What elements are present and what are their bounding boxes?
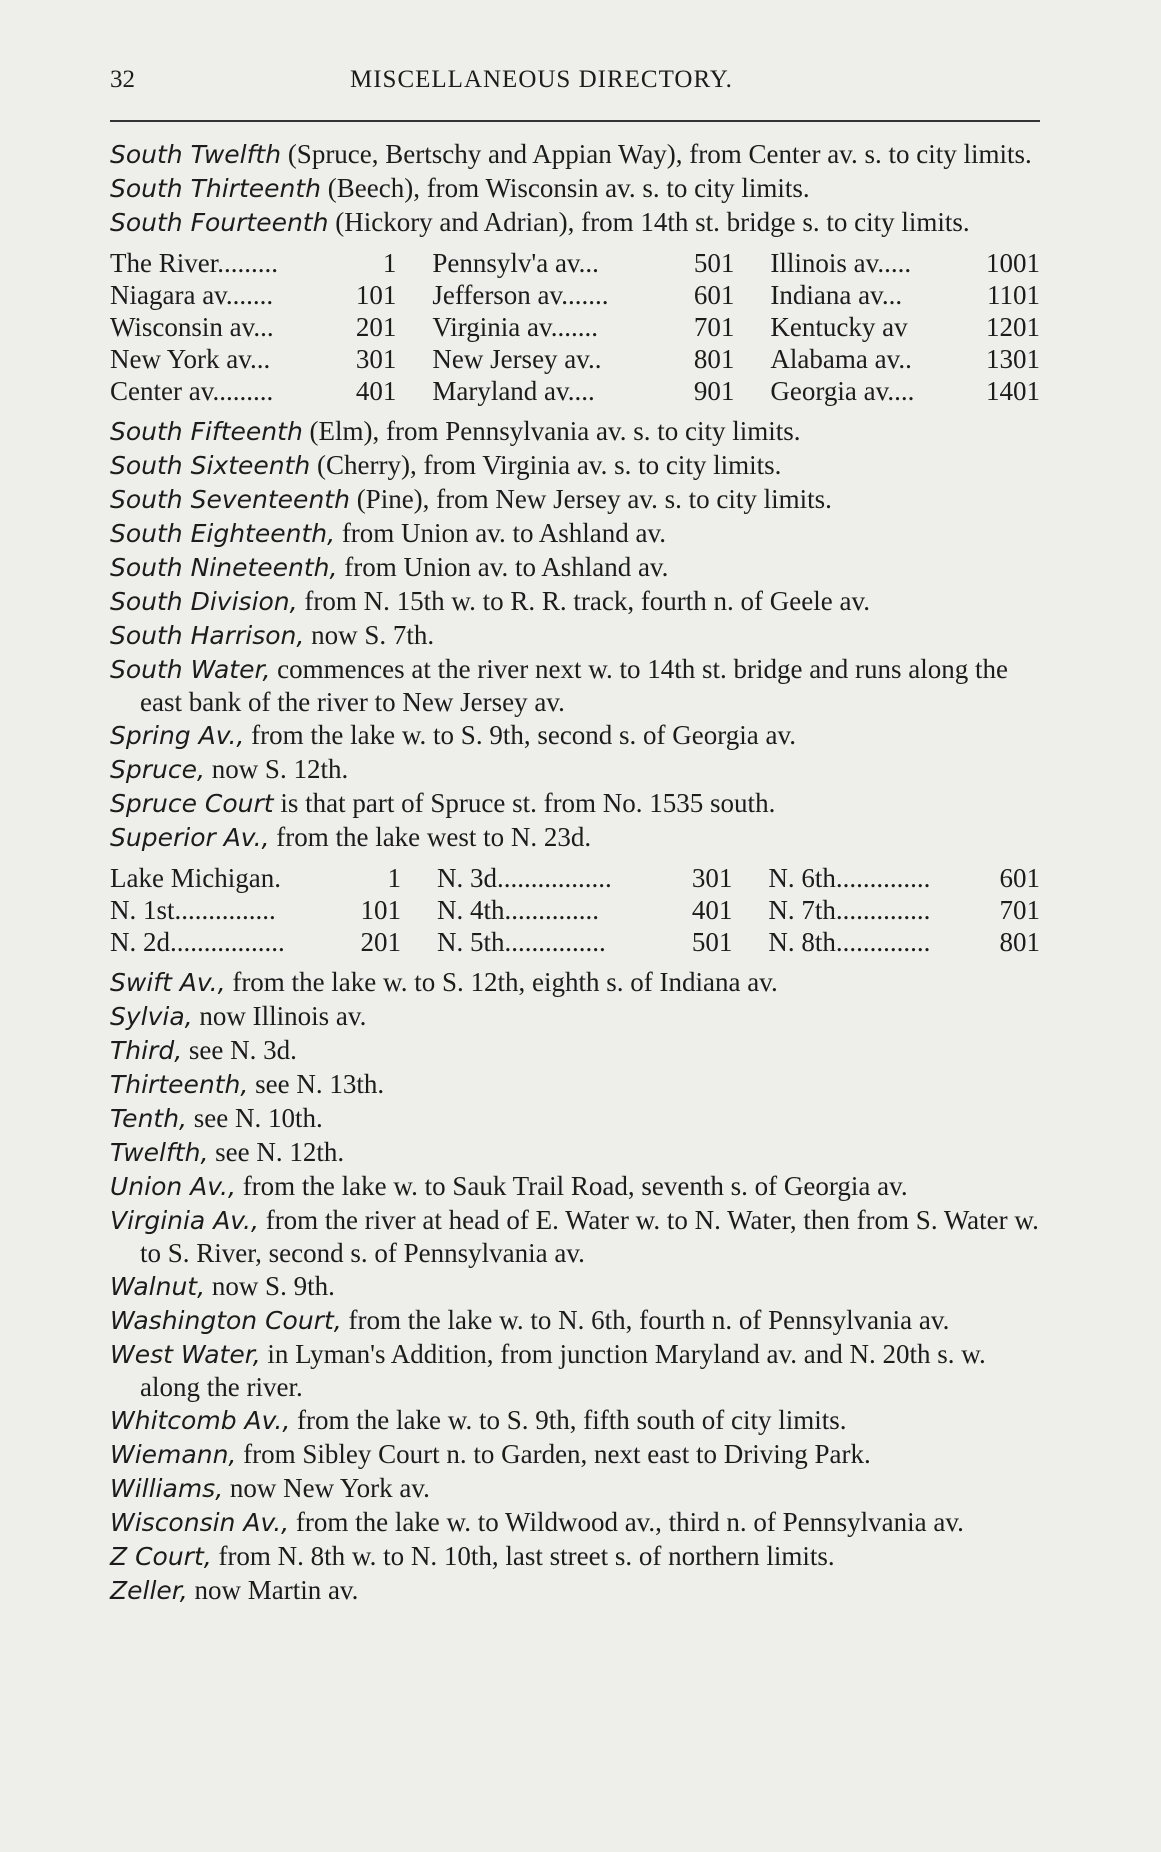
superior-number-table bbox=[110, 862, 1040, 958]
house-number: 501 bbox=[693, 248, 735, 278]
house-number: 401 bbox=[691, 895, 733, 925]
number-table-row bbox=[110, 375, 1040, 407]
house-number: 1001 bbox=[986, 248, 1040, 278]
street-entry bbox=[110, 138, 1040, 171]
house-number: 201 bbox=[360, 927, 401, 957]
street-description: (Beech), from Wisconsin av. s. to city limits. bbox=[321, 173, 810, 203]
street-name: South Fourteenth bbox=[110, 208, 329, 237]
street-name: Walnut, bbox=[110, 1272, 206, 1301]
street-name: Swift Av., bbox=[110, 968, 226, 997]
street-description: is that part of Spruce st. from No. 1535 south. bbox=[273, 788, 776, 818]
cross-street: N. 6th.............. bbox=[768, 863, 931, 893]
street-description: (Pine), from New Jersey av. s. to city limits. bbox=[349, 484, 832, 514]
house-number: 101 bbox=[360, 895, 401, 925]
cross-street: New York av... bbox=[110, 344, 271, 374]
cross-street: N. 3d................. bbox=[436, 863, 612, 893]
number-table-row bbox=[110, 894, 1040, 926]
street-entry bbox=[110, 1170, 1040, 1203]
street-entry bbox=[110, 585, 1040, 618]
cross-street: Georgia av.... bbox=[770, 376, 915, 406]
house-number: 201 bbox=[355, 312, 397, 342]
street-description: from Union av. to Ashland av. bbox=[335, 518, 667, 548]
cross-street: Center av......... bbox=[110, 376, 274, 406]
street-entries-1 bbox=[110, 138, 1040, 239]
street-entry bbox=[110, 753, 1040, 786]
directory-content bbox=[110, 138, 1040, 1608]
page-header bbox=[110, 60, 1040, 122]
street-description: see N. 3d. bbox=[182, 1035, 297, 1065]
street-name: Spruce, bbox=[110, 755, 205, 784]
street-name: South Fifteenth bbox=[110, 417, 303, 446]
street-entry bbox=[110, 787, 1040, 820]
street-entry bbox=[110, 1404, 1040, 1437]
number-table-row bbox=[110, 862, 1040, 894]
house-number: 701 bbox=[999, 895, 1040, 925]
house-number: 701 bbox=[693, 312, 735, 342]
street-description: in Lyman's Addition, from junction Maryland av. and N. 20th s. w. along the river. bbox=[140, 1339, 986, 1402]
street-description: commences at the river next w. to 14th st. bridge and runs along the east bank of the river to New Jersey av. bbox=[140, 654, 1008, 717]
street-entries-3 bbox=[110, 966, 1040, 1607]
street-name: South Division, bbox=[110, 587, 298, 616]
cross-street: Jefferson av....... bbox=[432, 280, 609, 310]
street-name: Spring Av., bbox=[110, 721, 245, 750]
street-entry bbox=[110, 1338, 1040, 1403]
house-number: 801 bbox=[693, 344, 735, 374]
street-name: South Sixteenth bbox=[110, 451, 311, 480]
street-entry bbox=[110, 1068, 1040, 1101]
street-entry bbox=[110, 1034, 1040, 1067]
street-description: from the lake w. to S. 12th, eighth s. of Indiana av. bbox=[225, 967, 778, 997]
cross-street: N. 7th.............. bbox=[768, 895, 931, 925]
cross-street: Lake Michigan. bbox=[110, 863, 281, 893]
street-description: now S. 12th. bbox=[204, 754, 349, 784]
street-description: (Spruce, Bertschy and Appian Way), from Center av. s. to city limits. bbox=[281, 139, 1032, 169]
street-description: (Cherry), from Virginia av. s. to city limits. bbox=[310, 450, 782, 480]
street-name: South Nineteenth, bbox=[110, 553, 338, 582]
house-number: 801 bbox=[999, 927, 1040, 957]
street-entry bbox=[110, 415, 1040, 448]
number-table-row bbox=[110, 926, 1040, 958]
street-description: now Martin av. bbox=[187, 1575, 359, 1605]
house-number: 1401 bbox=[986, 376, 1040, 406]
street-name: Spruce Court bbox=[110, 789, 274, 818]
street-entry bbox=[110, 619, 1040, 652]
page-number: 32 bbox=[110, 66, 135, 93]
house-number: 301 bbox=[355, 344, 397, 374]
street-description: from the river at head of E. Water w. to N. Water, then from S. Water w. to S. River, second s. of Pennsylvania av. bbox=[140, 1205, 1039, 1268]
street-description: (Hickory and Adrian), from 14th st. bridge s. to city limits. bbox=[328, 207, 970, 237]
house-number: 601 bbox=[999, 863, 1040, 893]
house-number: 1201 bbox=[986, 312, 1040, 342]
street-name: West Water, bbox=[110, 1340, 261, 1369]
street-entry bbox=[110, 719, 1040, 752]
cross-street: Kentucky av bbox=[770, 312, 908, 342]
street-name: Wisconsin Av., bbox=[110, 1508, 290, 1537]
street-name: Washington Court, bbox=[110, 1306, 342, 1335]
street-description: from the lake w. to Wildwood av., third n. of Pennsylvania av. bbox=[289, 1507, 964, 1537]
street-name: Virginia Av., bbox=[110, 1206, 259, 1235]
street-description: from the lake w. to S. 9th, second s. of Georgia av. bbox=[244, 720, 797, 750]
street-name: Williams, bbox=[110, 1474, 224, 1503]
street-description: from the lake west to N. 23d. bbox=[269, 822, 592, 852]
cross-street: Pennsylv'a av... bbox=[432, 248, 599, 278]
street-description: see N. 10th. bbox=[187, 1103, 323, 1133]
street-entry bbox=[110, 172, 1040, 205]
cross-street: Niagara av....... bbox=[110, 280, 274, 310]
street-entry bbox=[110, 551, 1040, 584]
street-name: South Water, bbox=[110, 655, 271, 684]
street-entry bbox=[110, 1102, 1040, 1135]
street-entry bbox=[110, 1574, 1040, 1607]
cross-street: N. 1st............... bbox=[110, 895, 276, 925]
street-name: Tenth, bbox=[110, 1104, 188, 1133]
street-name: Thirteenth, bbox=[110, 1070, 249, 1099]
cross-street: Wisconsin av... bbox=[110, 312, 274, 342]
south-fourteenth-number-table bbox=[110, 247, 1040, 407]
cross-street: Indiana av... bbox=[770, 280, 903, 310]
street-entry bbox=[110, 206, 1040, 239]
cross-street: New Jersey av.. bbox=[432, 344, 602, 374]
street-description: now S. 7th. bbox=[304, 620, 435, 650]
street-name: South Twelfth bbox=[110, 140, 282, 169]
street-name: Twelfth, bbox=[110, 1138, 209, 1167]
number-table-row bbox=[110, 343, 1040, 375]
house-number: 1 bbox=[382, 248, 397, 278]
street-description: now Illinois av. bbox=[192, 1001, 367, 1031]
cross-street: N. 8th.............. bbox=[768, 927, 931, 957]
house-number: 1101 bbox=[987, 280, 1040, 310]
street-description: from Sibley Court n. to Garden, next east to Driving Park. bbox=[236, 1439, 871, 1469]
street-entry bbox=[110, 449, 1040, 482]
street-description: now S. 9th. bbox=[205, 1271, 335, 1301]
street-entry bbox=[110, 483, 1040, 516]
street-name: Zeller, bbox=[110, 1576, 188, 1605]
street-entry bbox=[110, 966, 1040, 999]
house-number: 101 bbox=[355, 280, 397, 310]
street-name: Whitcomb Av., bbox=[110, 1406, 291, 1435]
number-table-row bbox=[110, 311, 1040, 343]
street-description: from Union av. to Ashland av. bbox=[337, 552, 669, 582]
street-entry bbox=[110, 1204, 1040, 1269]
street-name: South Eighteenth, bbox=[110, 519, 336, 548]
street-description: now New York av. bbox=[223, 1473, 430, 1503]
street-description: (Elm), from Pennsylvania av. s. to city limits. bbox=[302, 416, 801, 446]
number-table-row bbox=[110, 279, 1040, 311]
street-entry bbox=[110, 1540, 1040, 1573]
street-entry bbox=[110, 1270, 1040, 1303]
street-entry bbox=[110, 653, 1040, 718]
street-description: from the lake w. to Sauk Trail Road, seventh s. of Georgia av. bbox=[235, 1171, 908, 1201]
street-entries-2 bbox=[110, 415, 1040, 854]
house-number: 1301 bbox=[986, 344, 1040, 374]
street-entry bbox=[110, 1136, 1040, 1169]
house-number: 901 bbox=[693, 376, 735, 406]
street-entry bbox=[110, 1304, 1040, 1337]
street-name: Z Court, bbox=[110, 1542, 212, 1571]
street-name: South Seventeenth bbox=[110, 485, 350, 514]
street-name: South Thirteenth bbox=[110, 174, 321, 203]
house-number: 401 bbox=[355, 376, 397, 406]
street-description: see N. 13th. bbox=[248, 1069, 385, 1099]
street-description: see N. 12th. bbox=[208, 1137, 345, 1167]
cross-street: The River......... bbox=[110, 248, 278, 278]
cross-street: Alabama av.. bbox=[770, 344, 912, 374]
cross-street: N. 2d................. bbox=[110, 927, 285, 957]
street-description: from the lake w. to N. 6th, fourth n. of Pennsylvania av. bbox=[341, 1305, 950, 1335]
cross-street: Maryland av.... bbox=[432, 376, 595, 406]
street-description: from N. 8th w. to N. 10th, last street s. of northern limits. bbox=[211, 1541, 835, 1571]
house-number: 1 bbox=[387, 863, 401, 893]
cross-street: N. 5th............... bbox=[436, 927, 606, 957]
street-entry bbox=[110, 517, 1040, 550]
cross-street: Illinois av..... bbox=[770, 248, 912, 278]
cross-street: N. 4th.............. bbox=[436, 895, 599, 925]
street-entry bbox=[110, 1438, 1040, 1471]
street-entry bbox=[110, 1000, 1040, 1033]
house-number: 301 bbox=[691, 863, 733, 893]
running-title: MISCELLANEOUS DIRECTORY. bbox=[350, 66, 733, 93]
street-name: Superior Av., bbox=[110, 823, 270, 852]
street-name: South Harrison, bbox=[110, 621, 305, 650]
street-entry bbox=[110, 1472, 1040, 1505]
number-table-row bbox=[110, 247, 1040, 279]
house-number: 501 bbox=[691, 927, 733, 957]
house-number: 601 bbox=[693, 280, 735, 310]
street-entry bbox=[110, 821, 1040, 854]
street-entry bbox=[110, 1506, 1040, 1539]
street-description: from the lake w. to S. 9th, fifth south of city limits. bbox=[290, 1405, 847, 1435]
street-name: Wiemann, bbox=[110, 1440, 237, 1469]
cross-street: Virginia av....... bbox=[432, 312, 598, 342]
street-name: Union Av., bbox=[110, 1172, 236, 1201]
street-name: Third, bbox=[110, 1036, 183, 1065]
street-name: Sylvia, bbox=[110, 1002, 193, 1031]
street-description: from N. 15th w. to R. R. track, fourth n. of Geele av. bbox=[297, 586, 870, 616]
